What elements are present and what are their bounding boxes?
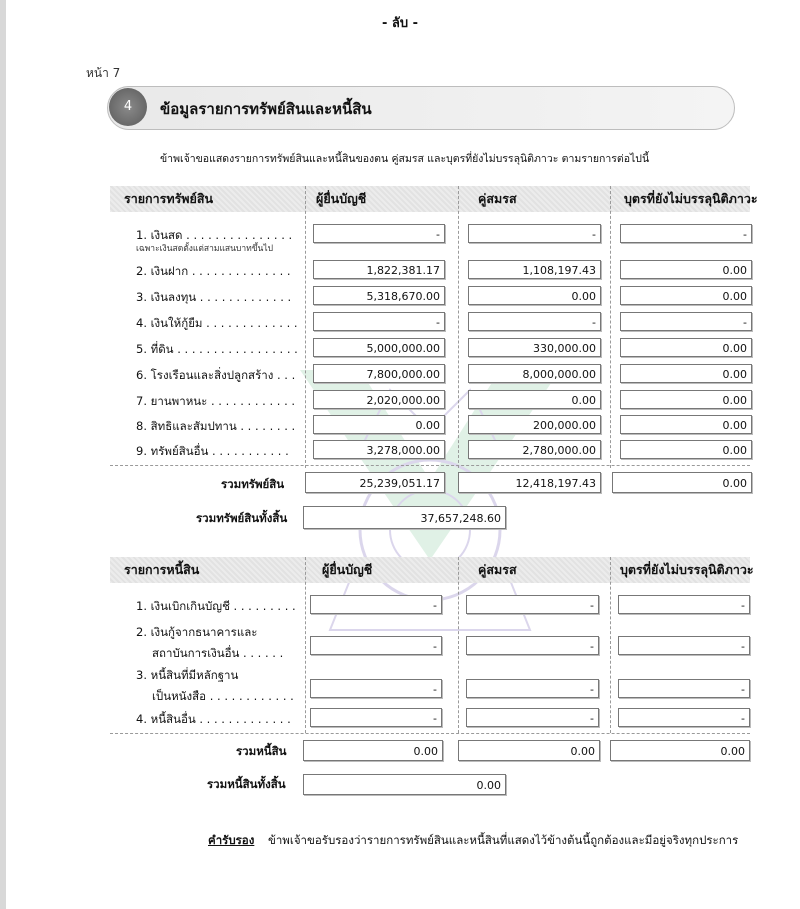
liabilities-col-filer: ผู้ยื่นบัญชี [322, 562, 373, 577]
liability-filer-value[interactable]: - [310, 595, 442, 614]
assets-total-label: รวมทรัพย์สิน [221, 477, 285, 491]
assets-col-item: รายการทรัพย์สิน [124, 191, 214, 206]
asset-spouse-value[interactable]: 2,780,000.00 [468, 440, 601, 459]
assets-grand-total: 37,657,248.60 [303, 506, 506, 529]
asset-row-sublabel: เฉพาะเงินสดตั้งแต่สามแสนบาทขึ้นไป [136, 244, 273, 254]
certification [208, 832, 738, 850]
asset-spouse-value[interactable]: - [468, 224, 601, 243]
liability-child-value[interactable]: - [618, 595, 750, 614]
liability-filer-value[interactable]: - [310, 636, 442, 655]
asset-row-label: 7. ยานพาหนะ . . . . . . . . . . . . [136, 394, 296, 408]
divider [305, 186, 306, 468]
classification-label: - ลับ - [381, 16, 419, 31]
asset-child-value[interactable]: - [620, 312, 752, 331]
divider [610, 186, 611, 468]
section-intro: ข้าพเจ้าขอแสดงรายการทรัพย์สินและหนี้สินของตน คู่สมรส และบุตรที่ยังไม่บรรลุนิติภาวะ ตามรายการต่อไปนี้ [160, 153, 650, 165]
asset-row-label: 6. โรงเรือนและสิ่งปลูกสร้าง . . . [136, 368, 296, 382]
divider [458, 557, 459, 733]
asset-filer-value[interactable]: 5,000,000.00 [313, 338, 445, 357]
liability-row-label-2: สถาบันการเงินอื่น . . . . . . [152, 646, 284, 660]
asset-row-label: 1. เงินสด . . . . . . . . . . . . . . . [136, 228, 293, 242]
liability-spouse-value[interactable]: - [466, 708, 599, 727]
assets-col-spouse: คู่สมรส [478, 191, 517, 206]
asset-child-value[interactable]: 0.00 [620, 364, 752, 383]
asset-spouse-value[interactable]: 1,108,197.43 [468, 260, 601, 279]
liability-child-value[interactable]: - [618, 679, 750, 698]
divider [305, 557, 306, 733]
asset-filer-value[interactable]: 2,020,000.00 [313, 390, 445, 409]
liabilities-col-item: รายการหนี้สิน [124, 562, 200, 577]
liability-row-label: 4. หนี้สินอื่น . . . . . . . . . . . . . [136, 712, 291, 726]
asset-child-value[interactable]: - [620, 224, 752, 243]
liability-child-value[interactable]: - [618, 636, 750, 655]
liabilities-total-child: 0.00 [610, 740, 750, 761]
asset-filer-value[interactable]: 1,822,381.17 [313, 260, 445, 279]
asset-spouse-value[interactable]: 0.00 [468, 390, 601, 409]
asset-spouse-value[interactable]: 8,000,000.00 [468, 364, 601, 383]
asset-filer-value[interactable]: 0.00 [313, 415, 445, 434]
asset-row-label: 2. เงินฝาก . . . . . . . . . . . . . . [136, 264, 291, 278]
liability-spouse-value[interactable]: - [466, 595, 599, 614]
asset-row-label: 4. เงินให้กู้ยืม . . . . . . . . . . . . . [136, 316, 298, 330]
asset-spouse-value[interactable]: 200,000.00 [468, 415, 601, 434]
asset-child-value[interactable]: 0.00 [620, 415, 752, 434]
asset-child-value[interactable]: 0.00 [620, 286, 752, 305]
liability-filer-value[interactable]: - [310, 708, 442, 727]
asset-filer-value[interactable]: 5,318,670.00 [313, 286, 445, 305]
liabilities-total-filer: 0.00 [303, 740, 443, 761]
liability-row-label: 3. หนี้สินที่มีหลักฐาน [136, 668, 239, 682]
asset-child-value[interactable]: 0.00 [620, 440, 752, 459]
certification-label: คำรับรอง [208, 833, 255, 847]
liabilities-total-label: รวมหนี้สิน [236, 744, 287, 758]
asset-child-value[interactable]: 0.00 [620, 338, 752, 357]
viewer-edge [0, 0, 6, 909]
asset-spouse-value[interactable]: - [468, 312, 601, 331]
divider [610, 557, 611, 733]
certification-text: ข้าพเจ้าขอรับรองว่ารายการทรัพย์สินและหนี้สินที่แสดงไว้ข้างต้นนี้ถูกต้องและมีอยู่จริงทุกประการ [267, 833, 739, 847]
section-number: 4 [109, 88, 147, 126]
liabilities-col-spouse: คู่สมรส [478, 562, 517, 577]
asset-row-label: 9. ทรัพย์สินอื่น . . . . . . . . . . . [136, 444, 289, 458]
assets-total-child: 0.00 [612, 472, 752, 493]
asset-row-label: 5. ที่ดิน . . . . . . . . . . . . . . . . . [136, 342, 298, 356]
divider [110, 733, 750, 734]
assets-grand-label: รวมทรัพย์สินทั้งสิ้น [196, 511, 288, 525]
asset-filer-value[interactable]: - [313, 224, 445, 243]
assets-total-filer: 25,239,051.17 [305, 472, 445, 493]
asset-child-value[interactable]: 0.00 [620, 260, 752, 279]
page-number: หน้า 7 [86, 66, 121, 80]
liabilities-grand-total: 0.00 [303, 774, 506, 795]
liabilities-total-spouse: 0.00 [458, 740, 600, 761]
asset-filer-value[interactable]: 7,800,000.00 [313, 364, 445, 383]
asset-filer-value[interactable]: 3,278,000.00 [313, 440, 445, 459]
liability-child-value[interactable]: - [618, 708, 750, 727]
asset-row-label: 3. เงินลงทุน . . . . . . . . . . . . . [136, 290, 292, 304]
asset-child-value[interactable]: 0.00 [620, 390, 752, 409]
liability-spouse-value[interactable]: - [466, 636, 599, 655]
assets-col-filer: ผู้ยื่นบัญชี [316, 191, 367, 206]
divider [458, 186, 459, 468]
assets-total-spouse: 12,418,197.43 [458, 472, 601, 493]
asset-filer-value[interactable]: - [313, 312, 445, 331]
liability-row-label: 2. เงินกู้จากธนาคารและ [136, 625, 258, 639]
liability-row-label-2: เป็นหนังสือ . . . . . . . . . . . . [152, 689, 294, 703]
liability-filer-value[interactable]: - [310, 679, 442, 698]
liability-spouse-value[interactable]: - [466, 679, 599, 698]
assets-col-child: บุตรที่ยังไม่บรรลุนิติภาวะ [624, 191, 758, 206]
asset-spouse-value[interactable]: 0.00 [468, 286, 601, 305]
liabilities-col-child: บุตรที่ยังไม่บรรลุนิติภาวะ [620, 562, 754, 577]
asset-row-label: 8. สิทธิและสัมปทาน . . . . . . . . [136, 419, 296, 433]
liabilities-grand-label: รวมหนี้สินทั้งสิ้น [207, 777, 286, 791]
liability-row-label: 1. เงินเบิกเกินบัญชี . . . . . . . . . [136, 599, 296, 613]
section-title: ข้อมูลรายการทรัพย์สินและหนี้สิน [160, 100, 372, 118]
divider [110, 465, 750, 466]
asset-spouse-value[interactable]: 330,000.00 [468, 338, 601, 357]
